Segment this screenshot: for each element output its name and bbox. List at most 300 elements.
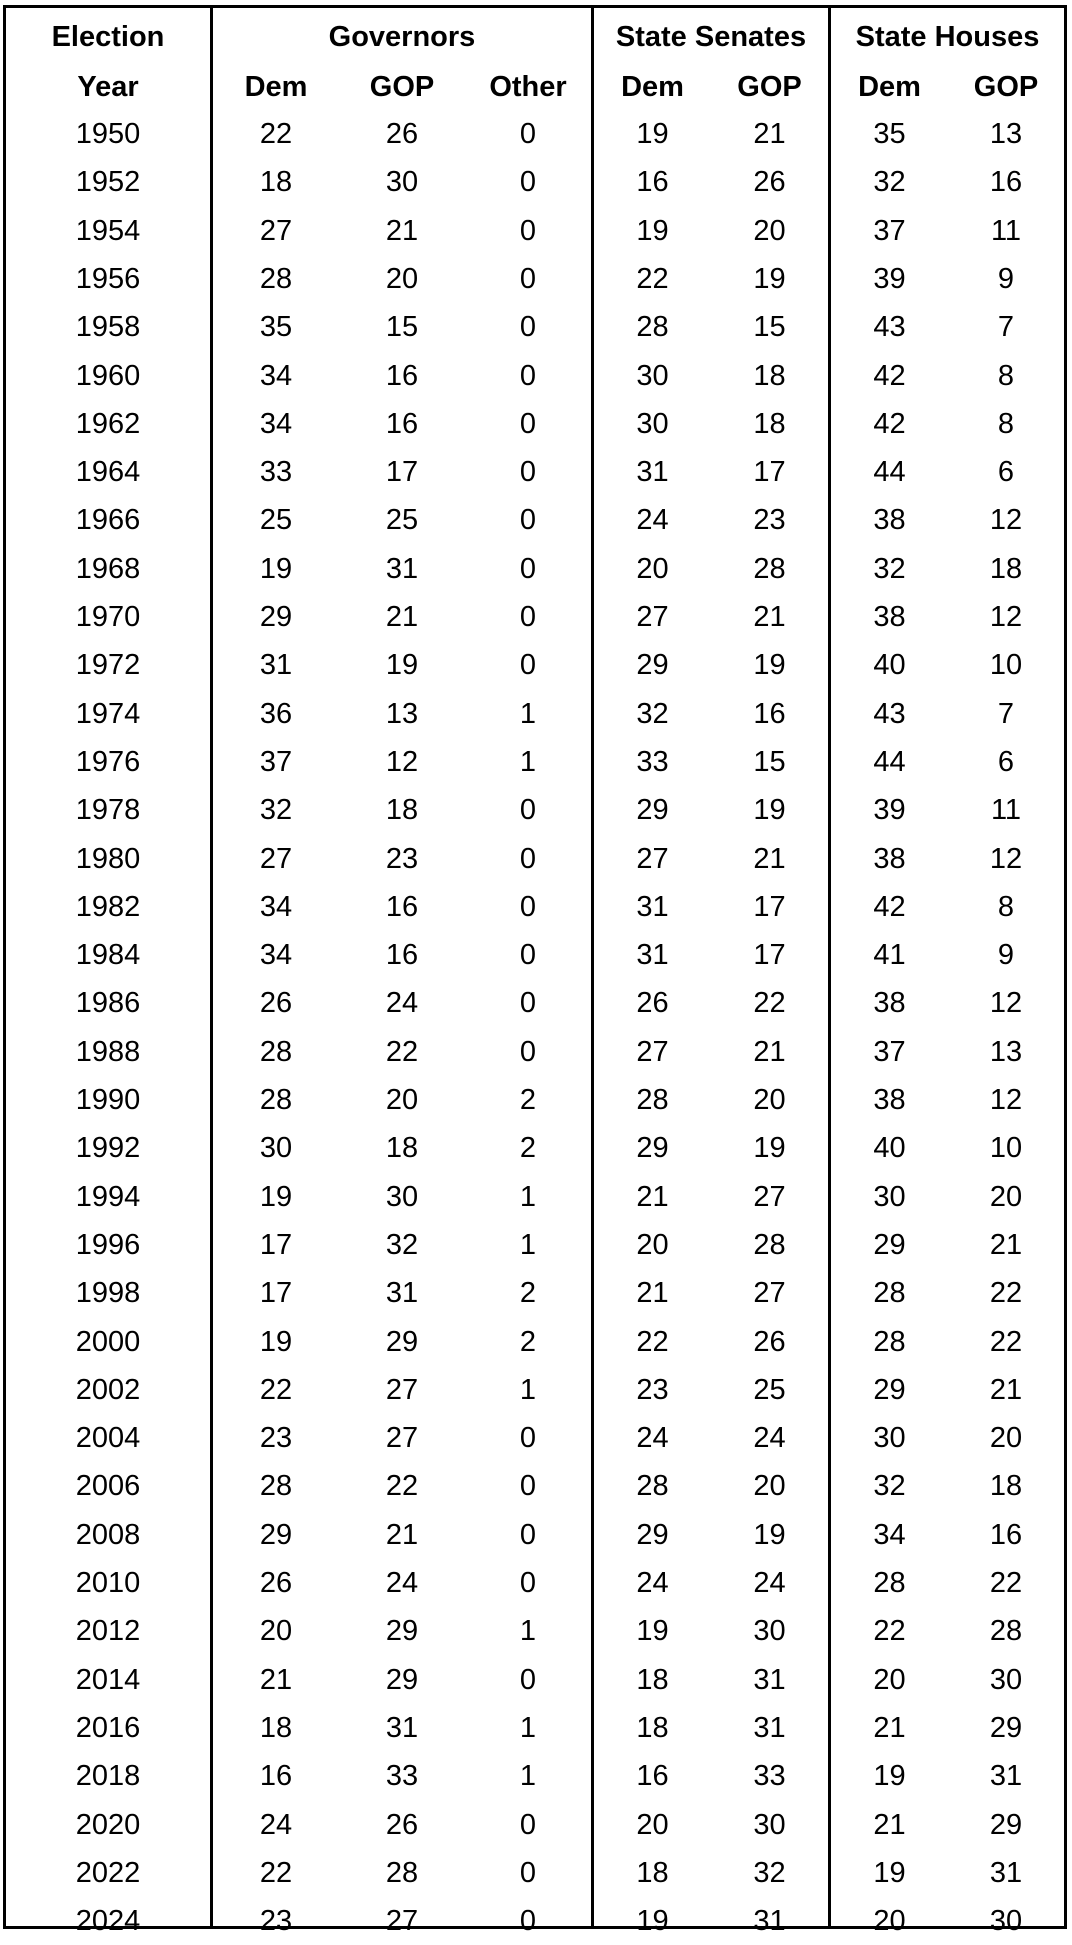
header-sen-gop: GOP (737, 71, 802, 103)
election-table (3, 5, 1067, 1938)
table-row (6, 1559, 1064, 1607)
cell-sen-dem: 20 (636, 552, 669, 585)
table-row (6, 1124, 1064, 1172)
cell-sen-gop: 26 (753, 1325, 786, 1358)
cell-sen-dem: 18 (636, 1856, 669, 1889)
cell-gov-gop: 18 (385, 794, 419, 827)
table-row (6, 1318, 1064, 1366)
cell-gov-other: 1 (519, 1711, 537, 1744)
cell-house-gop: 11 (990, 214, 1022, 247)
cell-gov-gop: 18 (385, 1132, 419, 1165)
cell-sen-gop: 24 (753, 1567, 786, 1599)
cell-sen-dem: 33 (636, 745, 669, 778)
cell-house-dem: 42 (873, 359, 906, 392)
cell-gov-gop: 25 (385, 504, 419, 537)
cell-sen-gop: 27 (753, 1277, 786, 1310)
cell-gov-other: 0 (519, 407, 537, 440)
cell-sen-dem: 21 (636, 1277, 669, 1310)
cell-gov-other: 1 (519, 745, 537, 778)
cell-year: 1994 (75, 1180, 141, 1213)
cell-gov-dem: 26 (259, 987, 293, 1020)
cell-gov-other: 2 (519, 1132, 537, 1165)
cell-gov-dem: 34 (259, 939, 293, 972)
cell-gov-dem: 34 (259, 359, 293, 392)
cell-gov-other: 0 (519, 359, 537, 392)
cell-house-dem: 38 (873, 504, 906, 537)
table-row (6, 1607, 1064, 1655)
cell-house-dem: 28 (873, 1277, 906, 1310)
table-row (6, 593, 1064, 641)
cell-house-gop: 13 (989, 1035, 1023, 1068)
cell-gov-gop: 16 (385, 939, 419, 972)
cell-gov-gop: 16 (385, 890, 419, 923)
cell-year: 1992 (75, 1132, 141, 1165)
cell-gov-dem: 28 (259, 1035, 293, 1068)
cell-house-dem: 28 (873, 1567, 906, 1599)
cell-year: 2004 (75, 1422, 141, 1455)
cell-sen-gop: 32 (753, 1856, 786, 1889)
cell-gov-other: 2 (519, 1084, 537, 1116)
cell-gov-other: 0 (519, 1905, 537, 1938)
table-row (6, 545, 1064, 593)
cell-sen-gop: 27 (753, 1180, 786, 1213)
header-governors: Governors (328, 21, 476, 53)
cell-gov-gop: 30 (385, 1180, 419, 1213)
cell-sen-gop: 31 (753, 1663, 786, 1696)
cell-house-gop: 18 (989, 552, 1023, 585)
cell-gov-dem: 20 (259, 1615, 293, 1648)
cell-gov-dem: 36 (259, 697, 293, 730)
cell-gov-other: 0 (519, 987, 537, 1020)
cell-year: 1974 (75, 697, 141, 730)
cell-house-gop: 11 (990, 794, 1022, 827)
table-row (6, 448, 1064, 496)
table-row (6, 1801, 1064, 1849)
cell-gov-other: 0 (519, 166, 537, 199)
cell-sen-dem: 29 (636, 1518, 669, 1551)
cell-house-dem: 22 (873, 1615, 906, 1648)
cell-year: 1956 (75, 262, 141, 295)
table-row (6, 786, 1064, 834)
cell-sen-dem: 20 (636, 1228, 669, 1261)
table-row (6, 1462, 1064, 1510)
header-row-columns (6, 63, 1064, 111)
cell-sen-dem: 19 (636, 1615, 669, 1648)
cell-gov-other: 1 (519, 1615, 537, 1648)
cell-sen-gop: 20 (753, 1084, 786, 1116)
cell-sen-dem: 24 (636, 1422, 669, 1455)
cell-sen-dem: 20 (636, 1808, 669, 1841)
cell-year: 1964 (75, 456, 141, 489)
cell-sen-dem: 18 (636, 1711, 669, 1744)
cell-house-gop: 12 (989, 842, 1023, 875)
cell-house-gop: 21 (989, 1228, 1023, 1261)
cell-house-dem: 39 (873, 262, 906, 295)
cell-gov-gop: 17 (385, 456, 419, 489)
cell-gov-other: 1 (519, 697, 537, 730)
cell-gov-dem: 16 (259, 1760, 293, 1793)
cell-house-dem: 44 (873, 745, 906, 778)
table-row (6, 1366, 1064, 1414)
cell-sen-gop: 17 (753, 939, 786, 972)
cell-sen-gop: 21 (753, 601, 786, 633)
cell-year: 1986 (75, 987, 141, 1020)
cell-year: 1970 (75, 601, 141, 633)
cell-sen-dem: 31 (636, 456, 669, 489)
cell-house-dem: 29 (873, 1373, 906, 1406)
cell-gov-dem: 22 (259, 1373, 293, 1406)
cell-gov-gop: 29 (385, 1325, 419, 1358)
table-row (6, 1656, 1064, 1704)
cell-house-gop: 22 (989, 1325, 1023, 1358)
cell-sen-gop: 21 (753, 118, 786, 150)
cell-sen-dem: 28 (636, 1084, 669, 1116)
cell-gov-gop: 21 (385, 214, 419, 247)
cell-sen-gop: 24 (753, 1422, 786, 1455)
cell-house-gop: 10 (989, 649, 1023, 682)
cell-house-gop: 9 (997, 939, 1015, 972)
cell-gov-gop: 20 (385, 262, 419, 295)
cell-house-dem: 38 (873, 842, 906, 875)
cell-house-gop: 12 (989, 1084, 1023, 1116)
cell-house-dem: 35 (873, 118, 906, 150)
cell-gov-dem: 29 (259, 1518, 293, 1551)
cell-gov-dem: 21 (259, 1663, 293, 1696)
cell-year: 2006 (75, 1470, 141, 1503)
table-row (6, 979, 1064, 1027)
cell-gov-gop: 19 (385, 649, 419, 682)
cell-house-dem: 44 (873, 456, 906, 489)
cell-year: 2008 (75, 1518, 141, 1551)
cell-sen-dem: 18 (636, 1663, 669, 1696)
cell-gov-gop: 22 (385, 1470, 419, 1503)
cell-sen-gop: 15 (753, 311, 786, 344)
cell-house-dem: 34 (873, 1518, 906, 1551)
cell-sen-dem: 16 (636, 166, 669, 199)
table-row (6, 400, 1064, 448)
table-row (6, 1173, 1064, 1221)
cell-house-dem: 40 (873, 649, 906, 682)
table-row (6, 1752, 1064, 1800)
cell-year: 1984 (75, 939, 141, 972)
cell-gov-gop: 26 (385, 118, 419, 150)
cell-sen-dem: 24 (636, 1567, 669, 1599)
cell-year: 1996 (75, 1228, 141, 1261)
cell-house-gop: 9 (997, 262, 1015, 295)
cell-house-dem: 43 (873, 697, 906, 730)
header-house-gop: GOP (973, 71, 1039, 103)
table-row (6, 1704, 1064, 1752)
cell-sen-gop: 30 (753, 1615, 786, 1648)
cell-gov-gop: 16 (385, 407, 419, 440)
header-house-dem: Dem (858, 71, 921, 103)
cell-house-gop: 12 (989, 601, 1023, 633)
cell-house-dem: 42 (873, 407, 906, 440)
cell-house-dem: 37 (873, 214, 906, 247)
cell-house-dem: 20 (873, 1663, 906, 1696)
header-election: Election (51, 21, 165, 53)
cell-house-gop: 20 (989, 1180, 1023, 1213)
cell-year: 1950 (75, 118, 141, 150)
cell-year: 2002 (75, 1373, 141, 1406)
table-row (6, 207, 1064, 255)
table-row (6, 303, 1064, 351)
cell-gov-dem: 18 (259, 1711, 293, 1744)
cell-house-gop: 7 (997, 311, 1015, 344)
cell-house-gop: 6 (997, 745, 1015, 778)
cell-gov-other: 1 (519, 1760, 537, 1793)
cell-sen-dem: 27 (636, 842, 669, 875)
cell-sen-gop: 17 (753, 456, 786, 489)
cell-gov-gop: 15 (385, 311, 419, 344)
cell-gov-gop: 24 (385, 987, 419, 1020)
cell-year: 2016 (75, 1711, 141, 1744)
cell-year: 2024 (75, 1905, 141, 1938)
cell-house-gop: 28 (989, 1615, 1023, 1648)
cell-gov-gop: 32 (385, 1228, 419, 1261)
table-row (6, 641, 1064, 689)
cell-year: 1980 (75, 842, 141, 875)
cell-house-dem: 21 (873, 1808, 906, 1841)
cell-sen-dem: 31 (636, 890, 669, 923)
cell-house-dem: 32 (873, 552, 906, 585)
cell-sen-dem: 24 (636, 504, 669, 537)
cell-sen-gop: 19 (753, 794, 786, 827)
cell-house-gop: 16 (989, 1518, 1023, 1551)
table-row (6, 1221, 1064, 1269)
table-row (6, 1414, 1064, 1462)
cell-gov-gop: 27 (385, 1422, 419, 1455)
cell-sen-gop: 23 (753, 504, 786, 537)
header-sen-dem: Dem (621, 71, 684, 103)
cell-gov-other: 0 (519, 1856, 537, 1889)
cell-sen-dem: 28 (636, 1470, 669, 1503)
cell-gov-dem: 24 (259, 1808, 293, 1841)
cell-gov-other: 0 (519, 601, 537, 633)
cell-house-gop: 18 (989, 1470, 1023, 1503)
cell-gov-dem: 19 (259, 1325, 293, 1358)
cell-gov-other: 0 (519, 939, 537, 972)
cell-gov-dem: 28 (259, 1084, 293, 1116)
cell-gov-other: 0 (519, 1808, 537, 1841)
cell-house-gop: 29 (989, 1808, 1023, 1841)
cell-gov-other: 0 (519, 504, 537, 537)
cell-house-gop: 10 (989, 1132, 1023, 1165)
cell-sen-gop: 33 (753, 1760, 786, 1793)
cell-sen-gop: 17 (753, 890, 786, 923)
table-row (6, 1028, 1064, 1076)
cell-house-gop: 8 (997, 359, 1015, 392)
cell-sen-gop: 21 (753, 1035, 786, 1068)
cell-sen-gop: 19 (753, 1132, 786, 1165)
cell-sen-gop: 19 (753, 262, 786, 295)
cell-gov-gop: 28 (385, 1856, 419, 1889)
cell-year: 1976 (75, 745, 141, 778)
cell-year: 1962 (75, 407, 141, 440)
cell-house-dem: 29 (873, 1228, 906, 1261)
cell-house-gop: 30 (989, 1663, 1023, 1696)
table-row (6, 931, 1064, 979)
cell-sen-gop: 22 (753, 987, 786, 1020)
cell-house-gop: 30 (989, 1905, 1023, 1938)
cell-gov-gop: 29 (385, 1663, 419, 1696)
cell-gov-other: 1 (519, 1373, 537, 1406)
table-row (6, 352, 1064, 400)
cell-gov-dem: 23 (259, 1422, 293, 1455)
cell-year: 2010 (75, 1567, 141, 1599)
cell-house-gop: 22 (989, 1567, 1023, 1599)
cell-sen-gop: 20 (753, 1470, 786, 1503)
cell-year: 2014 (75, 1663, 141, 1696)
cell-sen-gop: 18 (753, 359, 786, 392)
table-grid (6, 8, 1064, 1938)
table-row (6, 738, 1064, 786)
cell-gov-other: 0 (519, 1518, 537, 1551)
cell-sen-dem: 19 (636, 1905, 669, 1938)
cell-house-dem: 39 (873, 794, 906, 827)
cell-sen-dem: 29 (636, 1132, 669, 1165)
cell-gov-dem: 19 (259, 1180, 293, 1213)
cell-gov-gop: 26 (385, 1808, 419, 1841)
cell-gov-other: 0 (519, 311, 537, 344)
header-year: Year (77, 71, 139, 103)
cell-gov-dem: 28 (259, 262, 293, 295)
cell-house-dem: 32 (873, 1470, 906, 1503)
cell-year: 2012 (75, 1615, 141, 1648)
cell-gov-dem: 29 (259, 601, 293, 633)
cell-year: 1966 (75, 504, 141, 537)
cell-gov-other: 1 (519, 1180, 537, 1213)
cell-house-dem: 21 (873, 1711, 906, 1744)
cell-house-gop: 8 (997, 890, 1015, 923)
cell-gov-dem: 26 (259, 1567, 293, 1599)
table-row (6, 690, 1064, 738)
cell-year: 2000 (75, 1325, 141, 1358)
cell-year: 1968 (75, 552, 141, 585)
cell-house-gop: 13 (989, 118, 1023, 150)
cell-house-gop: 7 (997, 697, 1015, 730)
cell-sen-gop: 21 (753, 842, 786, 875)
cell-house-gop: 20 (989, 1422, 1023, 1455)
cell-gov-gop: 21 (385, 1518, 419, 1551)
cell-sen-gop: 18 (753, 407, 786, 440)
cell-gov-dem: 37 (259, 745, 293, 778)
cell-house-gop: 31 (989, 1760, 1023, 1793)
cell-sen-dem: 30 (636, 407, 669, 440)
table-row (6, 1849, 1064, 1897)
cell-gov-dem: 19 (259, 552, 293, 585)
cell-gov-gop: 24 (385, 1567, 419, 1599)
table-row (6, 496, 1064, 544)
cell-gov-dem: 27 (259, 842, 293, 875)
cell-gov-dem: 23 (259, 1905, 293, 1938)
cell-sen-dem: 29 (636, 794, 669, 827)
cell-gov-dem: 33 (259, 456, 293, 489)
cell-gov-dem: 27 (259, 214, 293, 247)
cell-year: 1982 (75, 890, 141, 923)
cell-sen-dem: 23 (636, 1373, 669, 1406)
cell-sen-dem: 16 (636, 1760, 669, 1793)
cell-sen-gop: 15 (753, 745, 786, 778)
cell-sen-dem: 19 (636, 118, 669, 150)
cell-gov-dem: 28 (259, 1470, 293, 1503)
cell-gov-gop: 33 (385, 1760, 419, 1793)
cell-gov-dem: 35 (259, 311, 293, 344)
cell-house-dem: 30 (873, 1422, 906, 1455)
cell-gov-gop: 23 (385, 842, 419, 875)
cell-gov-gop: 31 (385, 552, 419, 585)
cell-year: 1990 (75, 1084, 141, 1116)
cell-sen-gop: 19 (753, 1518, 786, 1551)
cell-sen-gop: 25 (753, 1373, 786, 1406)
cell-gov-dem: 34 (259, 890, 293, 923)
cell-sen-dem: 30 (636, 359, 669, 392)
header-row-groups (6, 13, 1064, 61)
cell-sen-dem: 26 (636, 987, 669, 1020)
cell-house-dem: 42 (873, 890, 906, 923)
cell-house-dem: 38 (873, 1084, 906, 1116)
cell-sen-dem: 22 (636, 262, 669, 295)
cell-year: 1978 (75, 794, 141, 827)
table-row (6, 158, 1064, 206)
cell-gov-other: 0 (519, 794, 537, 827)
cell-house-dem: 41 (873, 939, 906, 972)
cell-gov-dem: 34 (259, 407, 293, 440)
cell-gov-gop: 31 (385, 1711, 419, 1744)
table-row (6, 835, 1064, 883)
cell-gov-other: 0 (519, 214, 537, 247)
header-state-senates: State Senates (615, 21, 807, 53)
cell-house-gop: 8 (997, 407, 1015, 440)
cell-gov-other: 0 (519, 552, 537, 585)
cell-house-dem: 28 (873, 1325, 906, 1358)
cell-gov-other: 0 (519, 1422, 537, 1455)
cell-gov-gop: 16 (385, 359, 419, 392)
cell-gov-other: 0 (519, 262, 537, 295)
cell-gov-other: 1 (519, 1228, 537, 1261)
cell-gov-other: 0 (519, 1470, 537, 1503)
cell-year: 1954 (75, 214, 141, 247)
cell-gov-other: 0 (519, 118, 537, 150)
cell-sen-dem: 31 (636, 939, 669, 972)
cell-house-dem: 37 (873, 1035, 906, 1068)
cell-year: 2022 (75, 1856, 141, 1889)
cell-gov-gop: 22 (385, 1035, 419, 1068)
cell-gov-gop: 30 (385, 166, 419, 199)
cell-gov-dem: 30 (259, 1132, 293, 1165)
cell-gov-other: 2 (519, 1325, 537, 1358)
cell-sen-gop: 26 (753, 166, 786, 199)
cell-sen-gop: 31 (753, 1711, 786, 1744)
cell-gov-gop: 31 (385, 1277, 419, 1310)
cell-gov-dem: 32 (259, 794, 293, 827)
cell-gov-other: 0 (519, 649, 537, 682)
cell-year: 1952 (75, 166, 141, 199)
cell-gov-gop: 29 (385, 1615, 419, 1648)
cell-gov-gop: 12 (385, 745, 419, 778)
cell-sen-dem: 27 (636, 601, 669, 633)
cell-gov-dem: 22 (259, 1856, 293, 1889)
cell-house-gop: 12 (989, 987, 1023, 1020)
cell-gov-other: 0 (519, 1035, 537, 1068)
cell-gov-other: 2 (519, 1277, 537, 1310)
table-row (6, 255, 1064, 303)
cell-gov-dem: 25 (259, 504, 293, 537)
cell-gov-gop: 27 (385, 1905, 419, 1938)
cell-sen-gop: 20 (753, 214, 786, 247)
cell-house-gop: 29 (989, 1711, 1023, 1744)
cell-house-dem: 30 (873, 1180, 906, 1213)
